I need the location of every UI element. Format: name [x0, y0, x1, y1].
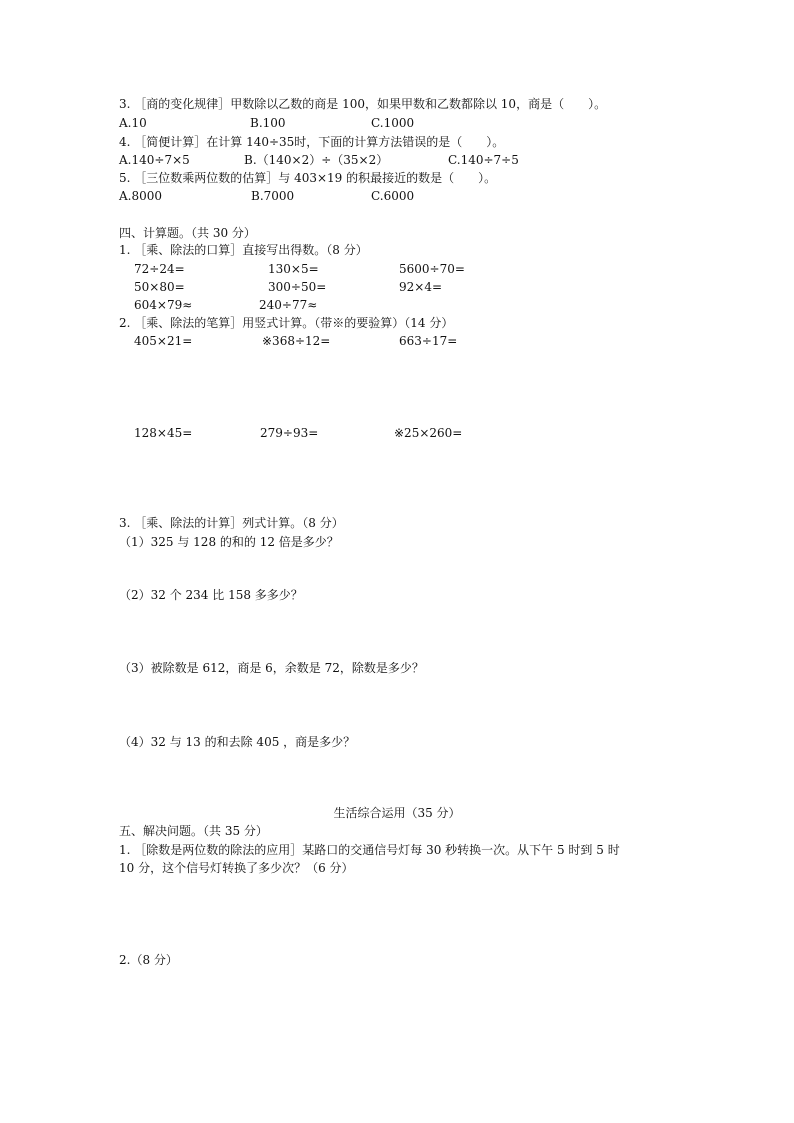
question-5-option-a: A.8000 [119, 189, 163, 203]
oral-calc-item: 92×4= [399, 280, 443, 294]
oral-calc-item: 240÷77≈ [259, 298, 318, 312]
question-3-text: 3. ［商的变化规律］甲数除以乙数的商是 100，如果甲数和乙数都除以 10，商是（ ）。 [119, 97, 607, 111]
part-1-title: 1. ［乘、除法的口算］直接写出得数。（8 分） [119, 243, 368, 257]
problem-1-line-1: 1. ［除数是两位数的除法的应用］某路口的交通信号灯每 30 秒转换一次。从下午 5 时到 5 时 [119, 843, 620, 857]
oral-calc-item: 72÷24= [134, 262, 185, 276]
question-4-option-c: C.140÷7÷5 [448, 153, 519, 167]
written-calc-item: 663÷17= [399, 334, 458, 348]
problem-1-line-2: 10 分，这个信号灯转换了多少次？（6 分） [119, 861, 354, 875]
section-4-title: 四、计算题。（共 30 分） [119, 226, 256, 240]
oral-calc-item: 50×80= [134, 280, 185, 294]
question-4-text: 4. ［简便计算］在计算 140÷35时，下面的计算方法错误的是（ ）。 [119, 135, 505, 149]
question-4-option-a: A.140÷7×5 [119, 153, 190, 167]
part-3-title: 3. ［乘、除法的计算］列式计算。（8 分） [119, 516, 344, 530]
written-calc-item: 279÷93= [260, 426, 319, 440]
section-5-title: 五、解决问题。（共 35 分） [119, 824, 268, 838]
written-calc-item: ※25×260= [394, 426, 463, 440]
written-calc-item: 128×45= [134, 426, 193, 440]
question-3-option-c: C.1000 [371, 116, 415, 130]
question-5-text: 5. ［三位数乘两位数的估算］与 403×19 的积最接近的数是（ ）。 [119, 171, 497, 185]
written-calc-item: 405×21= [134, 334, 193, 348]
problem-2: 2.（8 分） [119, 953, 178, 967]
oral-calc-item: 300÷50= [268, 280, 327, 294]
expression-item: （4）32 与 13 的和去除 405 ，商是多少？ [119, 735, 356, 749]
question-3-option-b: B.100 [250, 116, 286, 130]
oral-calc-item: 130×5= [268, 262, 319, 276]
oral-calc-item: 5600÷70= [399, 262, 465, 276]
written-calc-item: ※368÷12= [262, 334, 331, 348]
question-5-option-b: B.7000 [251, 189, 295, 203]
question-4-option-b: B.（140×2）÷（35×2） [244, 153, 389, 167]
part-2-title: 2. ［乘、除法的笔算］用竖式计算。（带※的要验算）（14 分） [119, 316, 454, 330]
oral-calc-item: 604×79≈ [134, 298, 193, 312]
part-2-heading: 生活综合运用（35 分） [333, 806, 461, 820]
expression-item: （2）32 个 234 比 158 多多少？ [119, 588, 303, 602]
question-5-option-c: C.6000 [371, 189, 415, 203]
expression-item: （1）325 与 128 的和的 12 倍是多少？ [119, 535, 339, 549]
question-3-option-a: A.10 [119, 116, 147, 130]
expression-item: （3）被除数是 612，商是 6，余数是 72，除数是多少？ [119, 661, 424, 675]
